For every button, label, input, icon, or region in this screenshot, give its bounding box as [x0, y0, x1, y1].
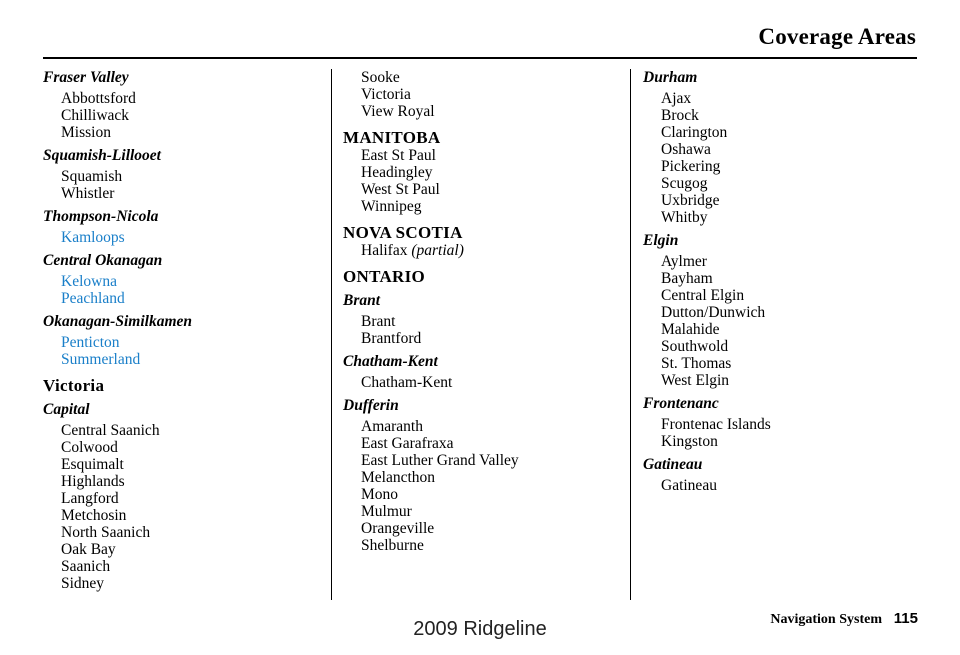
province-heading: MANITOBA	[343, 128, 441, 147]
coverage-item: Victoria	[361, 86, 411, 103]
coverage-item: Oshawa	[661, 141, 711, 158]
coverage-link[interactable]: Summerland	[61, 351, 141, 368]
page-number: 115	[893, 610, 918, 627]
province-heading: ONTARIO	[343, 267, 426, 286]
coverage-item: Colwood	[61, 439, 118, 456]
region-heading: Frontenanc	[643, 395, 719, 412]
coverage-item: West Elgin	[661, 372, 730, 389]
coverage-item: Brant	[361, 313, 396, 330]
page-title: Coverage Areas	[758, 24, 916, 49]
coverage-item: Southwold	[661, 338, 729, 355]
region-heading: Elgin	[643, 232, 679, 249]
coverage-item: Langford	[61, 490, 119, 507]
coverage-item: Mission	[61, 124, 111, 141]
column-3	[643, 69, 923, 494]
column-2	[343, 69, 623, 554]
coverage-item: Melancthon	[361, 469, 436, 486]
region-heading: Dufferin	[343, 397, 399, 414]
region-heading: Fraser Valley	[43, 69, 129, 86]
coverage-item: West St Paul	[361, 181, 440, 198]
coverage-item: View Royal	[361, 103, 435, 120]
coverage-item: East Luther Grand Valley	[361, 452, 519, 469]
coverage-item: Sidney	[61, 575, 105, 592]
coverage-item: Mono	[361, 486, 399, 503]
coverage-item: North Saanich	[61, 524, 151, 541]
column-1	[43, 69, 323, 592]
region-heading: Okanagan-Similkamen	[43, 313, 192, 330]
coverage-item: Orangeville	[361, 520, 435, 537]
coverage-item: Highlands	[61, 473, 125, 490]
coverage-item: Gatineau	[661, 477, 717, 494]
coverage-link[interactable]: Kelowna	[61, 273, 117, 290]
coverage-item: Kingston	[661, 433, 718, 450]
header-rule	[43, 57, 917, 59]
coverage-link[interactable]: Kamloops	[61, 229, 125, 246]
coverage-note: (partial)	[411, 242, 464, 259]
coverage-item: Frontenac Islands	[661, 416, 771, 433]
coverage-item: Central Elgin	[661, 287, 745, 304]
coverage-item	[343, 242, 623, 259]
coverage-item: Chilliwack	[61, 107, 130, 124]
region-heading: Gatineau	[643, 456, 703, 473]
coverage-item-label: Halifax	[361, 242, 408, 259]
coverage-item: Squamish	[61, 168, 123, 185]
coverage-item: Aylmer	[661, 253, 707, 270]
coverage-item: Ajax	[661, 90, 692, 107]
coverage-item: East St Paul	[361, 147, 436, 164]
coverage-item: Scugog	[661, 175, 708, 192]
coverage-item: Headingley	[361, 164, 433, 181]
coverage-link[interactable]: Penticton	[61, 334, 120, 351]
coverage-item: Whistler	[61, 185, 115, 202]
coverage-item: Esquimalt	[61, 456, 124, 473]
coverage-item: Pickering	[661, 158, 721, 175]
coverage-item: Whitby	[661, 209, 708, 226]
coverage-item: Uxbridge	[661, 192, 720, 209]
coverage-item: Clarington	[661, 124, 728, 141]
coverage-item: Mulmur	[361, 503, 412, 520]
region-heading: Capital	[43, 401, 90, 418]
region-heading: Central Okanagan	[43, 252, 163, 269]
coverage-item: Abbottsford	[61, 90, 136, 107]
region-heading: Chatham-Kent	[343, 353, 438, 370]
coverage-item: Central Saanich	[61, 422, 160, 439]
region-heading: Squamish-Lillooet	[43, 147, 161, 164]
coverage-item: Metchosin	[61, 507, 127, 524]
coverage-item: Sooke	[361, 69, 400, 86]
coverage-item: Shelburne	[361, 537, 424, 554]
footer-label: Navigation System	[770, 612, 882, 627]
coverage-item: Malahide	[661, 321, 720, 338]
watermark: 2009 Ridgeline	[413, 618, 547, 640]
coverage-item: East Garafraxa	[361, 435, 454, 452]
province-heading: Victoria	[43, 376, 105, 395]
coverage-link[interactable]: Peachland	[61, 290, 125, 307]
column-divider	[630, 69, 631, 600]
coverage-item: Winnipeg	[361, 198, 422, 215]
coverage-item: Brantford	[361, 330, 422, 347]
region-heading: Thompson-Nicola	[43, 208, 159, 225]
coverage-item: Bayham	[661, 270, 713, 287]
column-divider	[331, 69, 332, 600]
province-heading: NOVA SCOTIA	[343, 223, 463, 242]
coverage-item: Dutton/Dunwich	[661, 304, 766, 321]
region-heading: Durham	[643, 69, 698, 86]
coverage-item: St. Thomas	[661, 355, 732, 372]
coverage-item: Oak Bay	[61, 541, 116, 558]
coverage-item: Saanich	[61, 558, 111, 575]
coverage-item: Amaranth	[361, 418, 423, 435]
coverage-item: Brock	[661, 107, 699, 124]
coverage-item: Chatham-Kent	[361, 374, 453, 391]
region-heading: Brant	[343, 292, 381, 309]
